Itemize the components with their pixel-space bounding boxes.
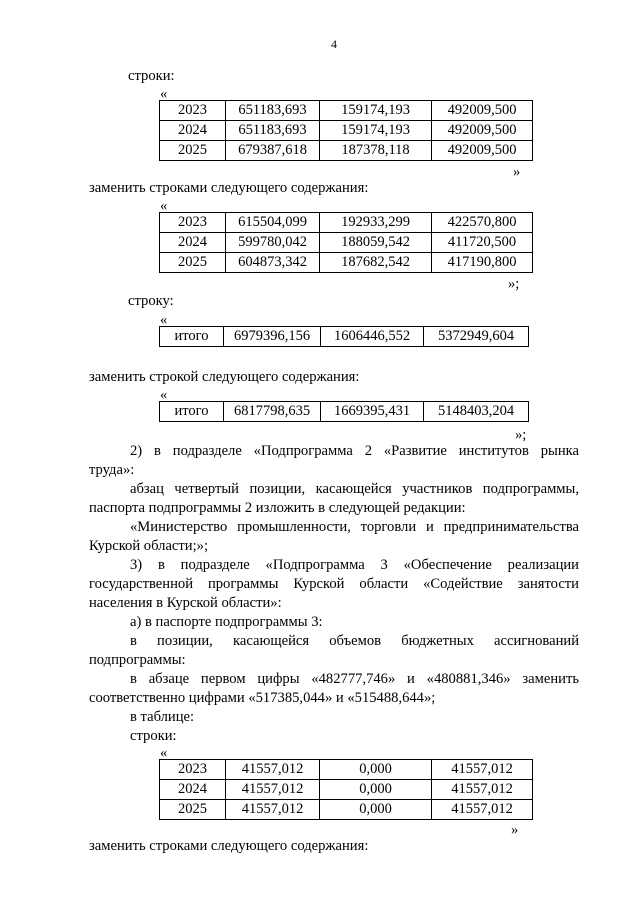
table-cell: 411720,500 (432, 233, 533, 253)
label-rows: строки: (128, 68, 175, 84)
table-cell: итого (160, 327, 224, 347)
paragraph-in-table: в таблице: (130, 709, 195, 725)
table-cell: 0,000 (320, 760, 432, 780)
table-total-old (159, 326, 529, 347)
quote-close: » (513, 164, 521, 180)
quote-open: « (160, 86, 168, 102)
table-total-new (159, 401, 529, 422)
table-row (160, 213, 533, 233)
table-cell: 2023 (160, 101, 226, 121)
table-cell: 2025 (160, 141, 226, 161)
table-row (160, 800, 533, 820)
table-cell: 615504,099 (226, 213, 320, 233)
table-cell: 187378,118 (320, 141, 432, 161)
table-cell: 6979396,156 (224, 327, 321, 347)
quote-close-semicolon: »; (508, 276, 520, 292)
quote-open: « (160, 312, 168, 328)
table-cell: 422570,800 (432, 213, 533, 233)
table-cell: 651183,693 (226, 121, 320, 141)
table-cell: 2024 (160, 233, 226, 253)
quote-close: » (511, 822, 519, 838)
label-row: строку: (128, 293, 174, 309)
table-cell: 1669395,431 (321, 402, 424, 422)
table-cell: 41557,012 (432, 780, 533, 800)
table-cell: 679387,618 (226, 141, 320, 161)
table-row (160, 780, 533, 800)
table-cell: 492009,500 (432, 121, 533, 141)
paragraph-budget-position: в позиции, касающейся объемов бюджетных ассигнований подпрограммы: (89, 633, 579, 668)
table-cell: 492009,500 (432, 101, 533, 121)
table-cell: 2023 (160, 213, 226, 233)
table-row (160, 141, 533, 161)
page-number: 4 (331, 37, 337, 51)
table-cell: 2024 (160, 121, 226, 141)
table-cell: 2024 (160, 780, 226, 800)
paragraph-subsection-2: 2) в подразделе «Подпрограмма 2 «Развитие институтов рынка труда»: (89, 443, 579, 478)
table-cell: 492009,500 (432, 141, 533, 161)
table-cell: 599780,042 (226, 233, 320, 253)
table-cell: 604873,342 (226, 253, 320, 273)
table-cell: 192933,299 (320, 213, 432, 233)
label-replace-row: заменить строкой следующего содержания: (89, 369, 360, 385)
table-cell: 1606446,552 (321, 327, 424, 347)
quote-open: « (160, 198, 168, 214)
table-cell: 5148403,204 (424, 402, 529, 422)
table-row (160, 121, 533, 141)
table-cell: 188059,542 (320, 233, 432, 253)
table-row (160, 253, 533, 273)
quote-open: « (160, 745, 168, 761)
paragraph-ministry: «Министерство промышленности, торговли и предпринимательства Курской области;»; (89, 519, 579, 554)
paragraph-first-abzac: в абзаце первом цифры «482777,746» и «480881,346» заменить соответственно цифрами «517385,044» и «515488,644»; (89, 671, 579, 706)
table-row (160, 233, 533, 253)
table-cell: 187682,542 (320, 253, 432, 273)
table-cell: 2025 (160, 800, 226, 820)
table-cell: 41557,012 (226, 800, 320, 820)
table-cell: 417190,800 (432, 253, 533, 273)
table-row (160, 402, 529, 422)
table-row (160, 327, 529, 347)
table-cell: 41557,012 (432, 800, 533, 820)
paragraph-passport-3: а) в паспорте подпрограммы 3: (130, 614, 323, 630)
table-cell: 41557,012 (226, 780, 320, 800)
label-replace-rows-end: заменить строками следующего содержания: (89, 838, 369, 854)
quote-open: « (160, 387, 168, 403)
label-replace-rows: заменить строками следующего содержания: (89, 180, 369, 196)
table-cell: 651183,693 (226, 101, 320, 121)
table-cell: 159174,193 (320, 121, 432, 141)
paragraph-participants: абзац четвертый позиции, касающейся участников подпрограммы, паспорта подпрограммы 2 изложить в следующей редакции: (89, 481, 579, 516)
table-cell: 2023 (160, 760, 226, 780)
table-cell: 41557,012 (432, 760, 533, 780)
paragraph-rows: строки: (130, 728, 177, 744)
table-cell: 5372949,604 (424, 327, 529, 347)
table-cell: итого (160, 402, 224, 422)
table-rows-new (159, 212, 533, 273)
table-cell: 0,000 (320, 780, 432, 800)
quote-close-semicolon: »; (515, 427, 527, 443)
paragraph-subsection-3: 3) в подразделе «Подпрограмма 3 «Обеспечение реализации государственной программы Курской области «Содействие занятости населения в Курской области»: (89, 557, 579, 611)
table-cell: 41557,012 (226, 760, 320, 780)
table-rows-subprogram-3 (159, 759, 533, 820)
table-row (160, 760, 533, 780)
table-row (160, 101, 533, 121)
table-cell: 0,000 (320, 800, 432, 820)
table-cell: 6817798,635 (224, 402, 321, 422)
table-cell: 159174,193 (320, 101, 432, 121)
table-cell: 2025 (160, 253, 226, 273)
table-rows-old (159, 100, 533, 161)
